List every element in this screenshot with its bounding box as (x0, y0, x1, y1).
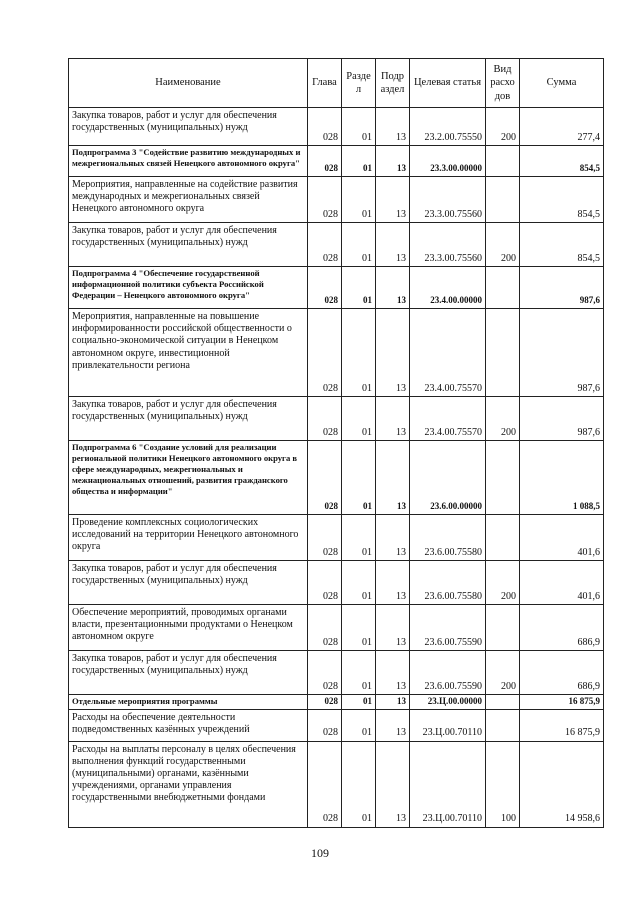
table-row (69, 223, 604, 267)
row-section: 01 (342, 605, 376, 651)
table-row (69, 108, 604, 146)
table-row (69, 741, 604, 827)
row-expense-type (486, 267, 520, 309)
row-sum: 987,6 (520, 309, 604, 397)
header-expense-type: Вид расхо дов (486, 59, 520, 108)
row-chapter: 028 (308, 397, 342, 441)
row-target-article: 23.6.00.75580 (410, 561, 486, 605)
row-subsection: 13 (376, 146, 410, 177)
row-chapter: 028 (308, 441, 342, 515)
row-target-article: 23.Ц.00.70110 (410, 709, 486, 741)
row-subsection: 13 (376, 267, 410, 309)
row-subsection: 13 (376, 515, 410, 561)
row-expense-type: 100 (486, 741, 520, 827)
row-chapter: 028 (308, 223, 342, 267)
row-section: 01 (342, 561, 376, 605)
row-subsection: 13 (376, 223, 410, 267)
page-number: 109 (311, 846, 329, 860)
row-name: Закупка товаров, работ и услуг для обеспечения государственных (муниципальных) нужд (69, 223, 308, 267)
row-name: Закупка товаров, работ и услуг для обеспечения государственных (муниципальных) нужд (69, 651, 308, 695)
row-target-article: 23.3.00.75560 (410, 223, 486, 267)
row-expense-type (486, 709, 520, 741)
row-section: 01 (342, 108, 376, 146)
row-section: 01 (342, 267, 376, 309)
table-row (69, 695, 604, 710)
row-expense-type: 200 (486, 651, 520, 695)
row-section: 01 (342, 651, 376, 695)
row-expense-type (486, 605, 520, 651)
table-row (69, 561, 604, 605)
row-sum: 14 958,6 (520, 741, 604, 827)
row-section: 01 (342, 397, 376, 441)
row-target-article: 23.3.00.75560 (410, 177, 486, 223)
row-target-article: 23.Ц.00.70110 (410, 741, 486, 827)
row-section: 01 (342, 177, 376, 223)
row-name: Подпрограмма 6 "Создание условий для реализации региональной политики Ненецкого автономного округа в сфере международных, межрегиональных и межнациональных отношений, развития гражданского общества и информации" (69, 441, 308, 515)
row-name: Закупка товаров, работ и услуг для обеспечения государственных (муниципальных) нужд (69, 561, 308, 605)
row-section: 01 (342, 309, 376, 397)
row-subsection: 13 (376, 441, 410, 515)
row-target-article: 23.4.00.00000 (410, 267, 486, 309)
row-name: Подпрограмма 4 "Обеспечение государственной информационной политики субъекта Российской Федерации – Ненецкого автономного округа" (69, 267, 308, 309)
row-name: Расходы на обеспечение деятельности подведомственных казённых учреждений (69, 709, 308, 741)
row-subsection: 13 (376, 741, 410, 827)
row-sum: 16 875,9 (520, 695, 604, 710)
row-sum: 401,6 (520, 515, 604, 561)
table-row (69, 709, 604, 741)
row-subsection: 13 (376, 605, 410, 651)
row-target-article: 23.2.00.75550 (410, 108, 486, 146)
row-sum: 401,6 (520, 561, 604, 605)
row-sum: 987,6 (520, 397, 604, 441)
header-name: Наименование (69, 59, 308, 108)
table-row (69, 441, 604, 515)
row-section: 01 (342, 515, 376, 561)
row-sum: 686,9 (520, 605, 604, 651)
header-target-article: Целевая статья (410, 59, 486, 108)
row-chapter: 028 (308, 605, 342, 651)
row-name: Закупка товаров, работ и услуг для обеспечения государственных (муниципальных) нужд (69, 108, 308, 146)
row-expense-type (486, 515, 520, 561)
row-sum: 1 088,5 (520, 441, 604, 515)
table-row (69, 605, 604, 651)
table-body (69, 108, 604, 828)
row-sum: 277,4 (520, 108, 604, 146)
row-target-article: 23.6.00.75590 (410, 605, 486, 651)
table-row (69, 267, 604, 309)
row-expense-type (486, 441, 520, 515)
row-subsection: 13 (376, 177, 410, 223)
row-chapter: 028 (308, 741, 342, 827)
row-name: Мероприятия, направленные на содействие развития международных и межрегиональных связей Ненецкого автономного округа (69, 177, 308, 223)
row-section: 01 (342, 695, 376, 710)
row-subsection: 13 (376, 695, 410, 710)
table-row (69, 177, 604, 223)
row-sum: 987,6 (520, 267, 604, 309)
row-chapter: 028 (308, 108, 342, 146)
row-name: Закупка товаров, работ и услуг для обеспечения государственных (муниципальных) нужд (69, 397, 308, 441)
row-subsection: 13 (376, 561, 410, 605)
row-sum: 686,9 (520, 651, 604, 695)
row-chapter: 028 (308, 267, 342, 309)
table-row (69, 515, 604, 561)
row-target-article: 23.4.00.75570 (410, 309, 486, 397)
row-name: Отдельные мероприятия программы (69, 695, 308, 710)
row-name: Обеспечение мероприятий, проводимых органами власти, презентационными продуктами о Ненецком автономном округе (69, 605, 308, 651)
row-expense-type (486, 309, 520, 397)
row-subsection: 13 (376, 108, 410, 146)
row-sum: 854,5 (520, 146, 604, 177)
row-section: 01 (342, 709, 376, 741)
row-target-article: 23.6.00.75590 (410, 651, 486, 695)
header-subsection: Подр аздел (376, 59, 410, 108)
table-row (69, 651, 604, 695)
row-expense-type (486, 695, 520, 710)
row-name: Проведение комплексных социологических исследований на территории Ненецкого автономного округа (69, 515, 308, 561)
row-section: 01 (342, 223, 376, 267)
row-chapter: 028 (308, 651, 342, 695)
row-expense-type: 200 (486, 108, 520, 146)
row-subsection: 13 (376, 709, 410, 741)
table-row (69, 146, 604, 177)
row-chapter: 028 (308, 709, 342, 741)
row-subsection: 13 (376, 309, 410, 397)
table-header-row (69, 59, 604, 108)
row-section: 01 (342, 441, 376, 515)
row-chapter: 028 (308, 146, 342, 177)
row-name: Мероприятия, направленные на повышение информированности российской общественности о социально-экономической ситуации в Ненецком автономном округе, инвестиционной привлекательности региона (69, 309, 308, 397)
row-expense-type: 200 (486, 561, 520, 605)
row-chapter: 028 (308, 561, 342, 605)
row-subsection: 13 (376, 397, 410, 441)
row-target-article: 23.Ц.00.00000 (410, 695, 486, 710)
row-target-article: 23.3.00.00000 (410, 146, 486, 177)
row-expense-type: 200 (486, 397, 520, 441)
header-sum: Сумма (520, 59, 604, 108)
row-section: 01 (342, 146, 376, 177)
row-expense-type: 200 (486, 223, 520, 267)
row-sum: 16 875,9 (520, 709, 604, 741)
row-expense-type (486, 177, 520, 223)
row-target-article: 23.4.00.75570 (410, 397, 486, 441)
row-expense-type (486, 146, 520, 177)
row-sum: 854,5 (520, 177, 604, 223)
row-name: Подпрограмма 3 "Содействие развитию международных и межрегиональных связей Ненецкого автономного округа" (69, 146, 308, 177)
header-section: Разде л (342, 59, 376, 108)
row-sum: 854,5 (520, 223, 604, 267)
row-section: 01 (342, 741, 376, 827)
row-chapter: 028 (308, 695, 342, 710)
row-target-article: 23.6.00.00000 (410, 441, 486, 515)
table-row (69, 309, 604, 397)
row-chapter: 028 (308, 515, 342, 561)
row-name: Расходы на выплаты персоналу в целях обеспечения выполнения функций государственными (муниципальными) органами, казёнными учреждениями, органами управления государственными внебюджетными фондами (69, 741, 308, 827)
row-subsection: 13 (376, 651, 410, 695)
table-row (69, 397, 604, 441)
row-target-article: 23.6.00.75580 (410, 515, 486, 561)
budget-table (68, 58, 604, 828)
row-chapter: 028 (308, 177, 342, 223)
header-chapter: Глава (308, 59, 342, 108)
row-chapter: 028 (308, 309, 342, 397)
